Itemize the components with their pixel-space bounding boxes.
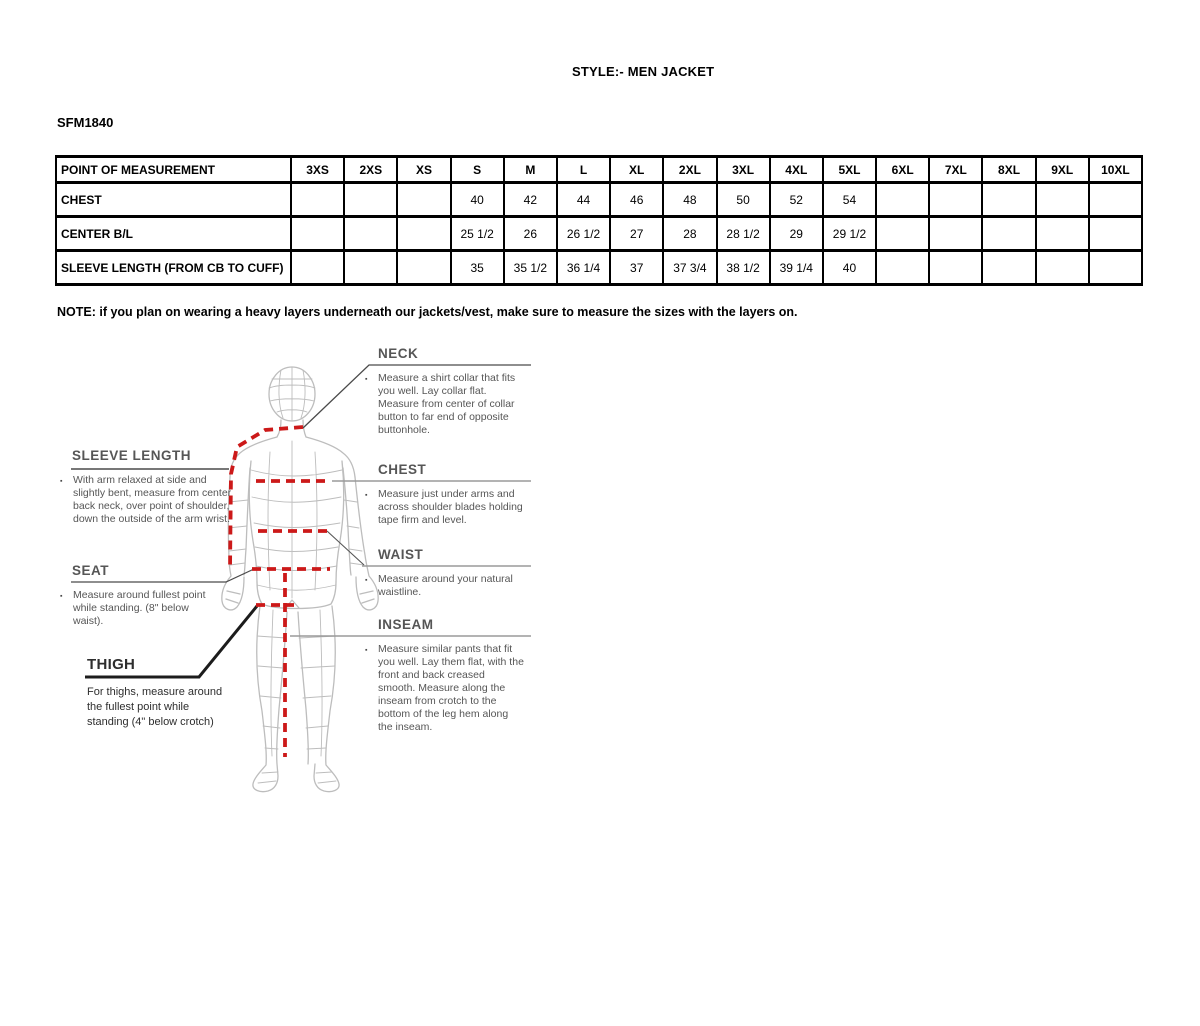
measurement-value-cell [1036,217,1089,251]
measurement-value-cell: 28 1/2 [717,217,770,251]
chest-heading: CHEST [378,462,427,477]
measurement-value-cell: 26 1/2 [557,217,610,251]
guide-section-thigh [87,657,229,730]
guide-section-chest [365,462,535,527]
measurement-value-cell: 38 1/2 [717,251,770,285]
row-label: SLEEVE LENGTH (FROM CB TO CUFF) [56,251,291,285]
measurement-value-cell: 54 [823,183,876,217]
note-text: NOTE: if you plan on wearing a heavy layers underneath our jackets/vest, make sure to measure the sizes with the layers on. [57,305,798,319]
measurement-value-cell [397,251,450,285]
seat-heading: SEAT [72,563,110,578]
bullet-icon: ▪ [365,577,368,584]
guide-section-neck [365,346,523,437]
thigh-description: For thighs, measure around the fullest point while standing (4" below crotch) [87,686,223,728]
mannequin-torso-outline [230,420,355,582]
measurement-value-cell [929,217,982,251]
measurement-value-cell: 25 1/2 [451,217,504,251]
mannequin-wireframe [222,367,378,792]
measurement-row [56,183,1142,217]
measurement-value-cell: 48 [663,183,716,217]
column-header-size: 9XL [1036,157,1089,183]
waist-description: Measure around your natural waistline. [378,573,513,598]
guide-section-inseam [365,617,525,734]
neck-description: Measure a shirt collar that fits you well. Lay collar flat. Measure from center of collar button to far end of opposite buttonhole. [378,372,516,436]
measurement-value-cell [929,183,982,217]
inseam-description: Measure similar pants that fit you well. Lay them flat, with the front and back creased smooth. Measure along the inseam from crotch to the bottom of the leg hem along the inseam. [378,643,524,733]
neck-heading: NECK [378,346,419,361]
measurement-value-cell [876,217,929,251]
measurement-value-cell: 50 [717,183,770,217]
column-header-size: 8XL [982,157,1035,183]
size-table-body [56,183,1142,285]
measurement-value-cell [982,251,1035,285]
measurement-value-cell [1089,183,1142,217]
thigh-heading: THIGH [87,656,136,673]
measurement-value-cell [397,183,450,217]
measurement-value-cell [291,217,344,251]
mannequin-head [269,367,315,421]
measurement-value-cell: 27 [610,217,663,251]
column-header-measurement: POINT OF MEASUREMENT [56,157,291,183]
bullet-icon: ▪ [365,376,368,383]
chest-description: Measure just under arms and across shoulder blades holding tape firm and level. [378,488,523,526]
measurement-value-cell: 52 [770,183,823,217]
style-code: SFM1840 [57,115,114,130]
column-header-size: 2XL [663,157,716,183]
seat-description: Measure around fullest point while standing. (8" below waist). [73,589,206,627]
measurement-value-cell [344,217,397,251]
size-table-header-row [56,157,1142,183]
measurement-value-cell: 46 [610,183,663,217]
measurement-value-cell [929,251,982,285]
guide-section-waist [365,547,517,599]
mannequin-pelvis-legs [253,582,339,792]
bullet-icon: ▪ [365,647,368,654]
measurement-value-cell [1089,217,1142,251]
measurement-value-cell: 39 1/4 [770,251,823,285]
column-header-size: 5XL [823,157,876,183]
measurement-value-cell: 40 [451,183,504,217]
column-header-size: 3XS [291,157,344,183]
measurement-value-cell: 29 [770,217,823,251]
guide-section-sleeve-length [60,448,236,526]
inseam-heading: INSEAM [378,617,434,632]
column-header-size: L [557,157,610,183]
column-header-size: 4XL [770,157,823,183]
mannequin-face-mesh [269,367,315,421]
measurement-value-cell: 35 [451,251,504,285]
measure-lines [230,427,330,757]
measurement-value-cell: 44 [557,183,610,217]
sleeve-measure-line [230,427,303,570]
measurement-value-cell [344,183,397,217]
measurement-value-cell [1036,183,1089,217]
measurement-value-cell [876,183,929,217]
column-header-size: M [504,157,557,183]
measurement-value-cell: 37 [610,251,663,285]
page-title: STYLE:- MEN JACKET [572,64,715,79]
row-label: CENTER B/L [56,217,291,251]
mannequin-mesh-lines [228,441,364,783]
waist-heading: WAIST [378,547,424,562]
waist-pointer-line [327,531,364,565]
measurement-row [56,217,1142,251]
measurement-value-cell [982,217,1035,251]
bullet-icon: ▪ [60,593,63,600]
column-header-size: XL [610,157,663,183]
measurement-value-cell: 29 1/2 [823,217,876,251]
guide-section-seat [60,563,222,628]
measurement-value-cell [291,251,344,285]
measurement-value-cell [291,183,344,217]
measurement-value-cell: 37 3/4 [663,251,716,285]
measurement-value-cell [1036,251,1089,285]
column-header-size: 3XL [717,157,770,183]
column-header-size: XS [397,157,450,183]
column-header-size: 6XL [876,157,929,183]
measurement-value-cell: 36 1/4 [557,251,610,285]
measurement-value-cell: 28 [663,217,716,251]
measurement-value-cell: 40 [823,251,876,285]
measurement-value-cell: 35 1/2 [504,251,557,285]
measurement-value-cell [982,183,1035,217]
sleeve-length-heading: SLEEVE LENGTH [72,448,192,463]
measurement-value-cell: 42 [504,183,557,217]
measurement-value-cell [344,251,397,285]
measurement-value-cell [1089,251,1142,285]
measurement-row [56,251,1142,285]
column-header-size: 10XL [1089,157,1142,183]
size-table [55,155,1143,286]
measurement-value-cell: 26 [504,217,557,251]
sleeve-length-description: With arm relaxed at side and slightly bent, measure from center back neck, over point of shoulder, down the outside of the arm wrist. [73,474,232,525]
row-label: CHEST [56,183,291,217]
measurement-value-cell [876,251,929,285]
mannequin-arms [222,468,378,610]
bullet-icon: ▪ [365,492,368,499]
column-header-size: S [451,157,504,183]
column-header-size: 7XL [929,157,982,183]
bullet-icon: ▪ [60,478,63,485]
column-header-size: 2XS [344,157,397,183]
measurement-value-cell [397,217,450,251]
